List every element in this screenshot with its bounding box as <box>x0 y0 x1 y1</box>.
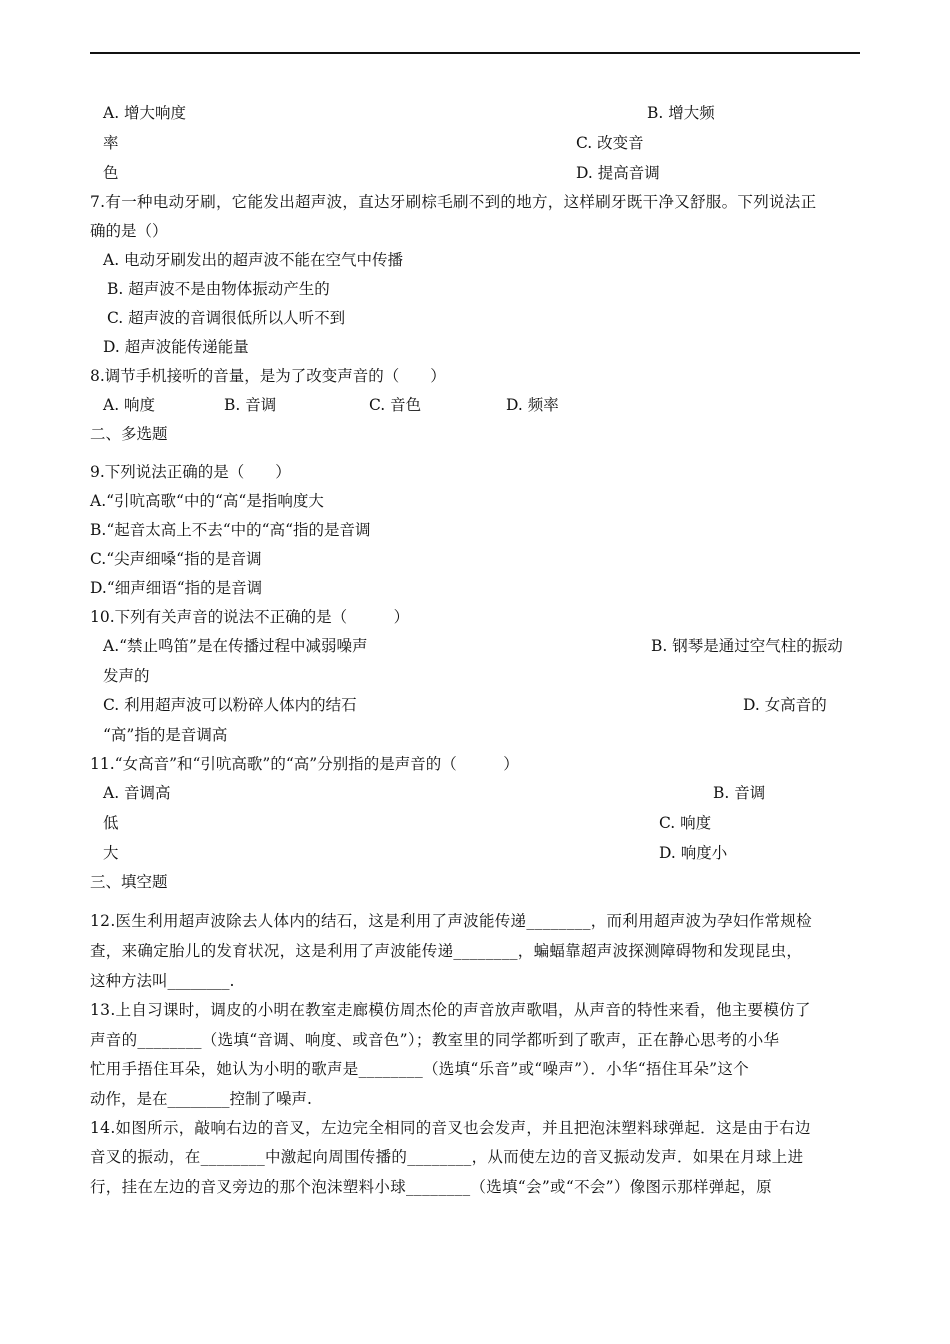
q6-option-d: D. 提高音调 <box>576 164 660 182</box>
q10-option-d: D. 女高音的 <box>743 696 827 714</box>
q10-option-c: C. 利用超声波可以粉碎人体内的结石 <box>103 696 357 714</box>
q6-option-b: B. 增大频 <box>647 104 715 122</box>
q9-option-a: A.“引吭高歌“中的“高“是指响度大 <box>90 492 324 510</box>
q7-option-c: C. 超声波的音调很低所以人听不到 <box>107 309 346 327</box>
q9-option-d: D.“细声细语“指的是音调 <box>90 579 263 597</box>
q12-line-1: 12.医生利用超声波除去人体内的结石，这是利用了声波能传递________，而利用超声波为孕妇作常规检 <box>90 912 812 930</box>
q11-stem: 11.“女高音”和“引吭高歌”的“高”分别指的是声音的（ ） <box>90 755 519 773</box>
q14-line-3: 行，挂在左边的音叉旁边的那个泡沫塑料小球________（选填“会”或“不会”）像图示那样弹起，原 <box>90 1178 772 1196</box>
q10-option-b: B. 钢琴是通过空气柱的振动 <box>651 637 843 655</box>
q6-option-c-cont: 色 <box>103 164 119 182</box>
q6-option-b-cont: 率 <box>103 134 119 152</box>
q11-option-b: B. 音调 <box>713 784 766 802</box>
q7-option-b: B. 超声波不是由物体振动产生的 <box>107 280 330 298</box>
q8-option-c: C. 音色 <box>369 396 422 414</box>
section-heading-fill-in: 三、填空题 <box>90 873 168 891</box>
section-heading-multiple-choice: 二、多选题 <box>90 425 168 443</box>
q12-line-3: 这种方法叫________. <box>90 972 235 990</box>
q13-line-4: 动作，是在________控制了噪声. <box>90 1090 312 1108</box>
q10-option-d-cont: “高”指的是音调高 <box>103 726 228 744</box>
q7-option-d: D. 超声波能传递能量 <box>103 338 249 356</box>
q11-option-a: A. 音调高 <box>103 784 171 802</box>
q7-stem-cont: 确的是（） <box>90 222 168 240</box>
q7-stem: 7.有一种电动牙刷，它能发出超声波，直达牙刷棕毛刷不到的地方，这样刷牙既干净又舒服。下列说法正 <box>90 193 817 211</box>
q11-option-c-cont: 大 <box>103 844 119 862</box>
q8-option-b: B. 音调 <box>224 396 277 414</box>
q11-option-d: D. 响度小 <box>659 844 728 862</box>
q11-option-c: C. 响度 <box>659 814 712 832</box>
q8-option-a: A. 响度 <box>103 396 156 414</box>
q6-option-c: C. 改变音 <box>576 134 644 152</box>
q13-line-3: 忙用手捂住耳朵，她认为小明的歌声是________（选填“乐音”或“噪声”）．小华“捂住耳朵”这个 <box>90 1060 749 1078</box>
q9-stem: 9.下列说法正确的是（ ） <box>90 463 291 481</box>
q9-option-c: C.“尖声细嗓“指的是音调 <box>90 550 262 568</box>
q8-stem: 8.调节手机接听的音量，是为了改变声音的（ ） <box>90 367 446 385</box>
q10-option-b-cont: 发声的 <box>103 667 150 685</box>
q13-line-2: 声音的________（选填“音调、响度、或音色”）；教室里的同学都听到了歌声，正在静心思考的小华 <box>90 1031 780 1049</box>
q10-stem: 10.下列有关声音的说法不正确的是（ ） <box>90 608 410 626</box>
q7-option-a: A. 电动牙刷发出的超声波不能在空气中传播 <box>103 251 404 269</box>
q9-option-b: B.“起音太高上不去“中的“高“指的是音调 <box>90 521 371 539</box>
q14-line-1: 14.如图所示，敲响右边的音叉，左边完全相同的音叉也会发声，并且把泡沫塑料球弹起．这是由于右边 <box>90 1119 811 1137</box>
q6-option-a: A. 增大响度 <box>103 104 187 122</box>
q8-option-d: D. 频率 <box>506 396 559 414</box>
q12-line-2: 查，来确定胎儿的发育状况，这是利用了声波能传递________，蝙蝠靠超声波探测障碍物和发现昆虫， <box>90 942 803 960</box>
q10-option-a: A.“禁止鸣笛”是在传播过程中减弱噪声 <box>103 637 368 655</box>
q13-line-1: 13.上自习课时，调皮的小明在教室走廊模仿周杰伦的声音放声歌唱，从声音的特性来看，他主要模仿了 <box>90 1001 811 1019</box>
q11-option-b-cont: 低 <box>103 814 119 832</box>
header-rule <box>90 52 860 54</box>
q14-line-2: 音叉的振动，在________中激起向周围传播的________，从而使左边的音叉振动发声．如果在月球上进 <box>90 1148 804 1166</box>
